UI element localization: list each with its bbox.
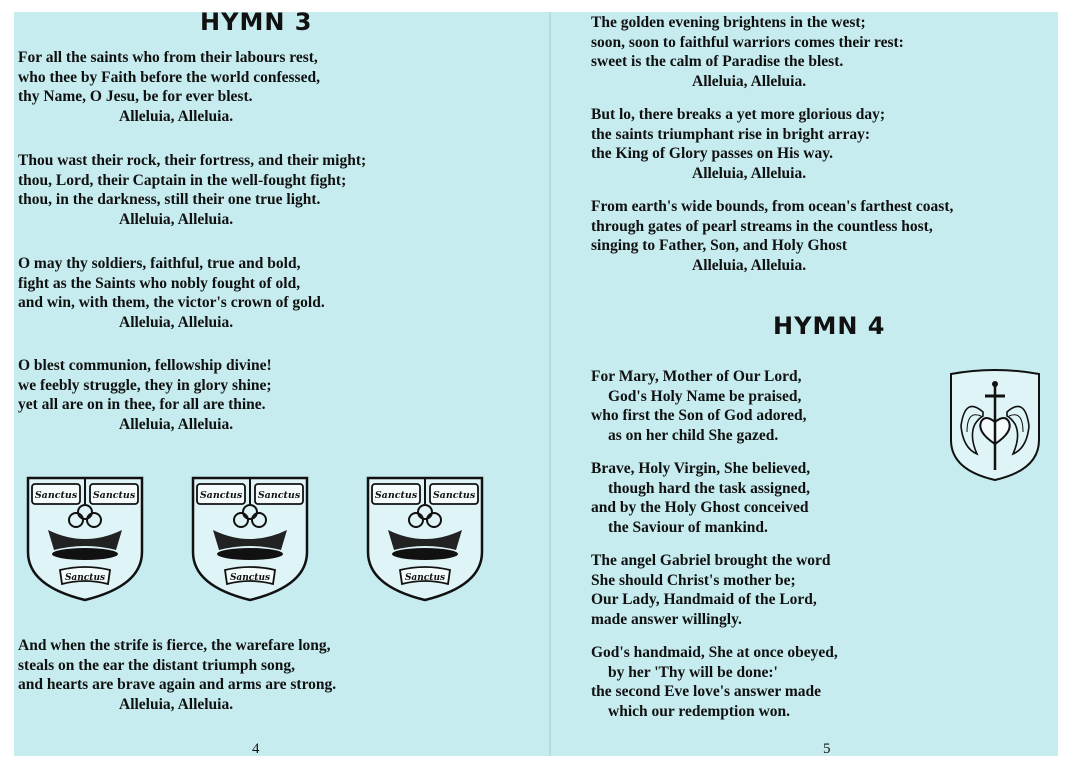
hymn-3-title: HYMN 3 [200,8,313,36]
banner-text: Sanctus [257,490,301,501]
verse-line: For Mary, Mother of Our Lord, [591,368,802,385]
verse-line: who thee by Faith before the world confessed, [18,68,320,86]
verse-line: who first the Son of God adored, [591,407,807,424]
hymn-3-verse-2 [18,151,366,229]
sanctus-crest [189,474,311,604]
hymn-3-verse-6 [591,13,904,91]
verse-line: thy Name, O Jesu, be for ever blest. [18,88,253,105]
verse-line: Our Lady, Handmaid of the Lord, [591,591,817,608]
winged-heart-sword-emblem [947,366,1043,484]
refrain-line: Alleluia, Alleluia. [119,107,234,125]
refrain-line: Alleluia, Alleluia. [119,313,234,331]
banner-text: Sanctus [229,573,271,583]
verse-line: She should Christ's mother be; [591,571,796,589]
verse-line: yet all are on in thee, for all are thine. [18,396,266,413]
hymn-3-verse-1 [18,48,320,126]
verse-line: the saints triumphant rise in bright array: [591,125,870,143]
verse-line: O may thy soldiers, faithful, true and bold, [18,255,301,272]
verse-line: as on her child She gazed. [608,426,779,444]
verse-line: thou, in the darkness, still their one true light. [18,191,321,208]
verse-line: The angel Gabriel brought the word [591,552,831,569]
refrain-line: Alleluia, Alleluia. [119,695,234,713]
hymn-3-verse-4 [18,356,272,434]
verse-line: we feebly struggle, they in glory shine; [18,376,272,394]
banner-text: Sanctus [404,573,446,583]
verse-line: Brave, Holy Virgin, She believed, [591,460,811,477]
hymn-4-verse-4 [591,643,838,721]
refrain-line: Alleluia, Alleluia. [692,164,807,182]
verse-line: God's handmaid, She at once obeyed, [591,644,838,661]
verse-line: The golden evening brightens in the west; [591,14,866,31]
verse-line: thou, Lord, their Captain in the well-fought fight; [18,171,347,189]
refrain-line: Alleluia, Alleluia. [692,256,807,274]
verse-line: which our redemption won. [608,702,791,720]
right-page [551,12,1058,756]
verse-line: by her 'Thy will be done:' [608,663,778,681]
page-number: 4 [252,741,260,757]
hymn-4-title: HYMN 4 [773,312,886,340]
verse-line: the King of Glory passes on His way. [591,145,833,162]
verse-line: and win, with them, the victor's crown of gold. [18,294,325,311]
verse-line: sweet is the calm of Paradise the blest. [591,53,844,70]
verse-line: made answer willingly. [591,610,742,628]
hymn-4-verse-3 [591,551,831,629]
verse-line: through gates of pearl streams in the countless host, [591,217,933,235]
banner-text: Sanctus [34,490,78,501]
refrain-line: Alleluia, Alleluia. [119,210,234,228]
banner-text: Sanctus [199,490,243,501]
hymn-3-verse-7 [591,105,885,183]
verse-line: fight as the Saints who nobly fought of old, [18,274,301,292]
verse-line: and hearts are brave again and arms are strong. [18,676,337,693]
refrain-line: Alleluia, Alleluia. [692,72,807,90]
verse-line: God's Holy Name be praised, [608,387,802,405]
refrain-line: Alleluia, Alleluia. [119,415,234,433]
verse-line: Thou wast their rock, their fortress, and their might; [18,152,367,169]
hymn-3-verse-8 [591,197,953,275]
verse-line: the Saviour of mankind. [608,518,768,536]
banner-text: Sanctus [374,490,418,501]
verse-line: soon, soon to faithful warriors comes their rest: [591,33,904,51]
verse-line: singing to Father, Son, and Holy Ghost [591,237,848,254]
verse-line: and by the Holy Ghost conceived [591,499,809,516]
hymn-4-verse-1 [591,367,806,445]
verse-line: But lo, there breaks a yet more glorious day; [591,106,886,123]
banner-text: Sanctus [432,490,476,501]
banner-text: Sanctus [64,573,106,583]
verse-line: And when the strife is fierce, the warefare long, [18,637,331,654]
verse-line: For all the saints who from their labours rest, [18,49,318,66]
banner-text: Sanctus [92,490,136,501]
verse-line: From earth's wide bounds, from ocean's farthest coast, [591,198,954,215]
verse-line: though hard the task assigned, [608,479,810,497]
verse-line: O blest communion, fellowship divine! [18,357,272,374]
hymn-3-verse-5 [18,636,336,714]
sanctus-crest [364,474,486,604]
left-page [14,8,549,757]
hymn-3-verse-3 [18,254,325,332]
hymn-4-verse-2 [591,459,810,537]
verse-line: the second Eve love's answer made [591,683,822,700]
verse-line: steals on the ear the distant triumph song, [18,656,296,674]
page-number: 5 [823,741,831,757]
sanctus-crest [24,474,146,604]
